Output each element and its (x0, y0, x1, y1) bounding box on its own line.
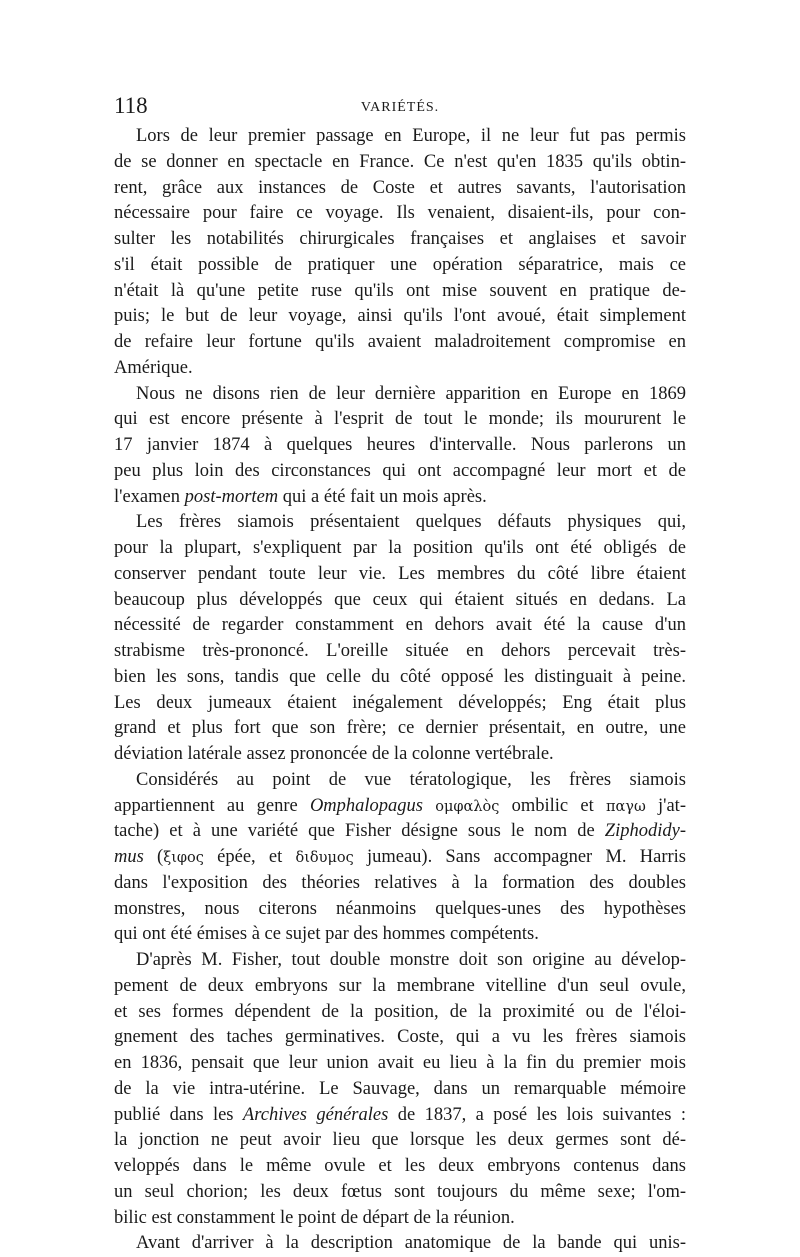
text-line (114, 201, 686, 227)
text-run: publié dans les (114, 1104, 243, 1125)
text-line (114, 1103, 686, 1129)
text-line (114, 871, 686, 897)
text-line (114, 665, 686, 691)
text-line (114, 1000, 686, 1026)
text-line (114, 330, 686, 356)
text-run: de refaire leur fortune qu'ils avaient maladroitement compromise en (114, 332, 686, 352)
greek-text: ομφαλὸς (423, 798, 500, 815)
text-run: de 1837, a posé les lois suivantes : (388, 1104, 686, 1125)
text-line (114, 742, 686, 768)
text-line (114, 768, 686, 794)
text-line (114, 485, 686, 511)
text-run: puis; le but de leur voyage, ainsi qu'ils l'ont avoué, était simplement (114, 306, 686, 327)
text-run: n'était là qu'une petite ruse qu'ils ont mise souvent en pratique de- (114, 280, 686, 301)
text-line (114, 407, 686, 433)
text-run: l'examen (114, 486, 185, 507)
italic-text: Ziphodidy- (604, 821, 686, 842)
text-line (114, 639, 686, 665)
text-run: Nous ne disons rien de leur dernière apparition en Europe en 1869 (136, 383, 686, 404)
italic-text: Omphalopagus (309, 795, 423, 816)
text-run: jumeau). Sans accompagner M. Harris (353, 847, 686, 867)
text-run: ( (143, 847, 164, 867)
text-line (114, 948, 686, 974)
text-run: en 1836, pensait que leur union avait eu lieu à la fin du premier mois (114, 1053, 686, 1073)
text-run: épée, et (203, 847, 296, 867)
text-line (114, 1128, 686, 1154)
text-line (114, 1154, 686, 1180)
text-run: et ses formes dépendent de la position, de la proximité ou de l'éloi- (114, 1001, 686, 1022)
italic-text: mus (114, 847, 144, 867)
text-run: pement de deux embryons sur la membrane vitelline d'un seul ovule, (114, 975, 686, 996)
text-line (114, 279, 686, 305)
text-line (114, 897, 686, 923)
text-run: Amérique. (114, 357, 193, 378)
text-run: Avant d'arriver à la description anatomique de la bande qui unis- (136, 1233, 686, 1254)
italic-text: Archives générales (242, 1104, 389, 1125)
text-line (114, 304, 686, 330)
text-line (114, 382, 686, 408)
italic-text: post-mortem (184, 486, 279, 507)
text-run: de la vie intra-utérine. Le Sauvage, dans un remarquable mémoire (114, 1078, 686, 1099)
text-run: bien les sons, tandis que celle du côté opposé les distinguait à peine. (114, 666, 686, 687)
text-line (114, 691, 686, 717)
text-run: de se donner en spectacle en France. Ce n'est qu'en 1835 qu'ils obtin- (114, 151, 686, 172)
text-run: nécessaire pour faire ce voyage. Ils venaient, disaient-ils, pour con- (114, 203, 686, 224)
text-line (114, 150, 686, 176)
text-line (114, 845, 686, 871)
text-line (114, 613, 686, 639)
text-line (114, 227, 686, 253)
text-run: qui a été fait un mois après. (278, 486, 487, 507)
text-line (114, 536, 686, 562)
text-line (114, 922, 686, 948)
text-line (114, 1231, 686, 1257)
text-run: Les frères siamois présentaient quelques défauts physiques qui, (136, 512, 686, 533)
text-run: grand et plus fort que son frère; ce dernier présentait, en outre, une (114, 718, 686, 739)
text-line (114, 176, 686, 202)
text-run: peu plus loin des circonstances qui ont accompagné leur mort et de (114, 460, 686, 481)
text-line (114, 716, 686, 742)
text-run: un seul chorion; les deux fœtus sont toujours du même sexe; l'om- (114, 1181, 686, 1202)
page-number: 118 (114, 93, 148, 118)
text-run: monstres, nous citerons néanmoins quelques-unes des hypothèses (114, 898, 686, 919)
text-run: D'après M. Fisher, tout double monstre doit son origine au dévelop- (136, 950, 686, 970)
text-line (114, 433, 686, 459)
text-run: conserver pendant toute leur vie. Les membres du côté libre étaient (114, 563, 686, 584)
text-run: sulter les notabilités chirurgicales françaises et anglaises et savoir (114, 229, 686, 249)
body-text (114, 124, 686, 1257)
text-line (114, 459, 686, 485)
text-line (114, 974, 686, 1000)
running-head: VARIÉTÉS. (360, 100, 440, 115)
text-run: nécessité de regarder constamment en dehors avait été la cause d'un (114, 615, 686, 636)
text-run: qui ont été émises à ce sujet par des hommes compétents. (114, 924, 539, 945)
text-line (114, 819, 686, 845)
text-run: veloppés dans le même ovule et les deux embryons contenus dans (114, 1156, 686, 1176)
text-run: beaucoup plus développés que ceux qui étaient situés en dedans. La (114, 589, 686, 610)
text-line (114, 562, 686, 588)
greek-text: διδυμος (295, 850, 354, 866)
text-run: Les deux jumeaux étaient inégalement développés; Eng était plus (114, 692, 686, 713)
greek-text: ξιφος (163, 850, 204, 866)
text-run: appartiennent au genre (114, 795, 310, 816)
text-line (114, 1077, 686, 1103)
text-run: qui est encore présente à l'esprit de tout le monde; ils moururent le (114, 409, 686, 430)
greek-text: παγω (605, 798, 646, 815)
text-run: la jonction ne peut avoir lieu que lorsque les deux germes sont dé- (114, 1130, 686, 1151)
text-run: Lors de leur premier passage en Europe, il ne leur fut pas permis (136, 126, 686, 146)
text-line (114, 1180, 686, 1206)
text-run: dans l'exposition des théories relatives à la formation des doubles (114, 872, 686, 893)
text-run: bilic est constamment le point de départ de la réunion. (114, 1207, 515, 1228)
text-run: j'at- (645, 795, 686, 816)
text-run: 17 janvier 1874 à quelques heures d'intervalle. Nous parlerons un (114, 435, 686, 455)
text-run: strabisme très-prononcé. L'oreille située en dehors percevait très- (114, 641, 686, 661)
text-line (114, 510, 686, 536)
text-line (114, 1025, 686, 1051)
page-header (114, 92, 686, 122)
text-run: déviation latérale assez prononcée de la colonne vertébrale. (114, 744, 554, 764)
text-line (114, 588, 686, 614)
text-line (114, 124, 686, 150)
text-run: rent, grâce aux instances de Coste et autres savants, l'autorisation (114, 177, 686, 198)
text-line (114, 794, 686, 820)
text-run: Considérés au point de vue tératologique, les frères siamois (136, 769, 686, 790)
text-line (114, 1051, 686, 1077)
text-line (114, 1206, 686, 1232)
text-run: tache) et à une variété que Fisher désigne sous le nom de (114, 821, 605, 842)
text-line (114, 253, 686, 279)
text-run: ombilic et (499, 795, 606, 816)
text-run: gnement des taches germinatives. Coste, qui a vu les frères siamois (114, 1027, 686, 1048)
text-run: pour la plupart, s'expliquent par la position qu'ils ont été obligés de (114, 538, 686, 558)
text-run: s'il était possible de pratiquer une opération séparatrice, mais ce (114, 254, 686, 275)
text-line (114, 356, 686, 382)
